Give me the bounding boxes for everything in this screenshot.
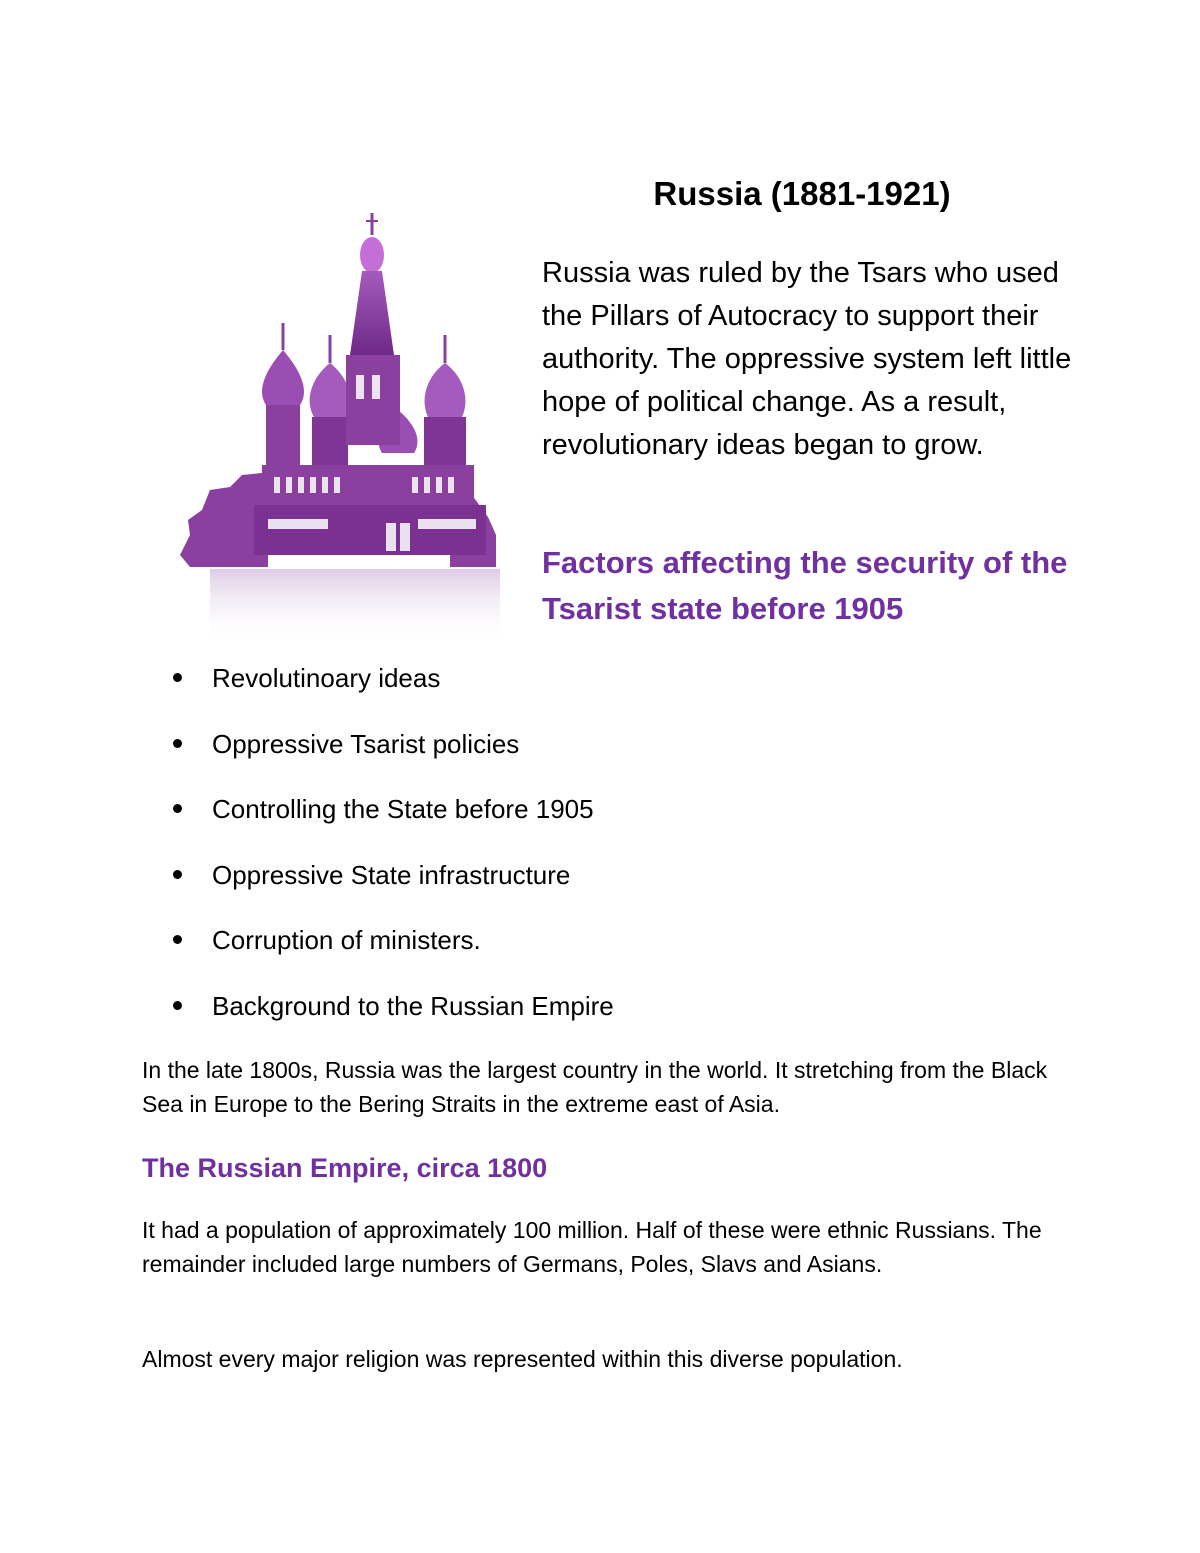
- bullet-icon: [173, 804, 182, 813]
- page-title: Russia (1881-1921): [653, 175, 951, 212]
- population-paragraph: It had a population of approximately 100 million. Half of these were ethnic Russians. The remainder included large numbers of Germans, Poles, Slavs and Asians.: [142, 1217, 1042, 1277]
- list-item: Background to the Russian Empire: [165, 986, 865, 1052]
- cathedral-illustration: [150, 205, 520, 645]
- cathedral-icon: [150, 205, 520, 645]
- bullet-icon: [173, 870, 182, 879]
- intro-paragraph: Russia was ruled by the Tsars who used the Pillars of Autocracy to support their authority. The oppressive system left little hope of political change. As a result, revolutionary ideas began to grow.: [542, 257, 1072, 461]
- list-item: Corruption of ministers.: [165, 920, 865, 986]
- factors-heading: Factors affecting the security of the Tsarist state before 1905: [542, 545, 1068, 626]
- bullet-icon: [173, 1001, 182, 1010]
- bullet-icon: [173, 673, 182, 682]
- bullet-icon: [173, 739, 182, 748]
- section-heading: The Russian Empire, circa 1800: [142, 1153, 548, 1183]
- list-item: Oppressive Tsarist policies: [165, 724, 865, 790]
- bullet-icon: [173, 935, 182, 944]
- list-item: Revolutinoary ideas: [165, 658, 865, 724]
- empire-size-paragraph: In the late 1800s, Russia was the largest country in the world. It stretching from the Black Sea in Europe to the Bering Straits in the extreme east of Asia.: [142, 1057, 1048, 1117]
- religion-paragraph: Almost every major religion was represented within this diverse population.: [142, 1346, 903, 1372]
- list-item: Oppressive State infrastructure: [165, 855, 865, 921]
- list-item: Controlling the State before 1905: [165, 789, 865, 855]
- factors-list: [165, 658, 865, 1052]
